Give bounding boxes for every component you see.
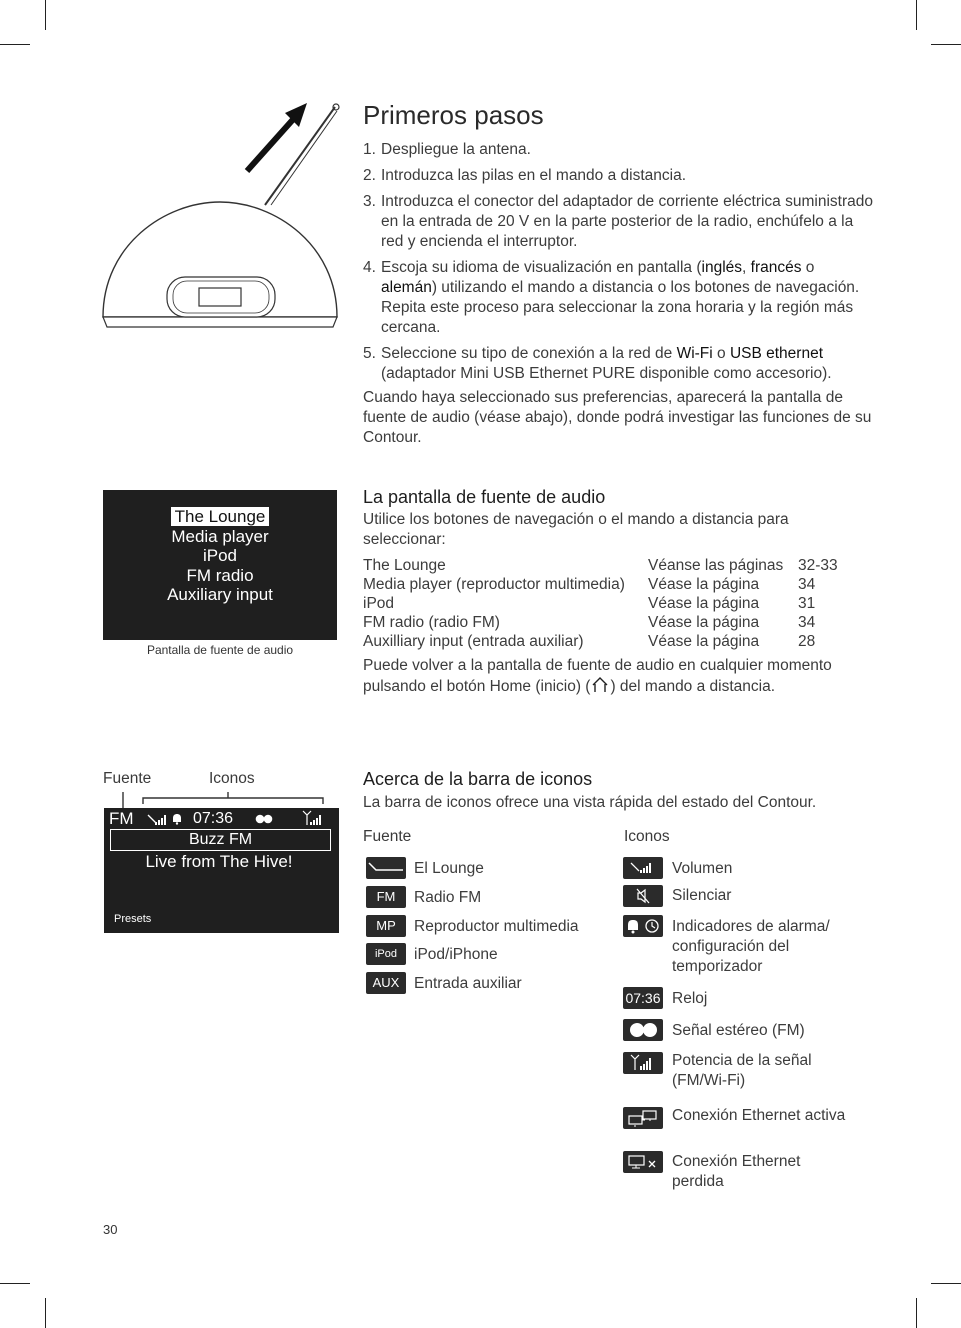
source-screen	[103, 490, 337, 640]
source-label: Radio FM	[414, 889, 482, 906]
alarm-icon	[171, 812, 183, 825]
row-ref: Véase la página	[648, 576, 760, 593]
row-name: The Lounge	[363, 557, 446, 574]
step-item	[363, 344, 873, 384]
fm-badge: FM	[366, 886, 406, 908]
menu-item-ipod: iPod	[202, 546, 238, 565]
crop-mark	[45, 0, 46, 30]
station-text: Live from The Hive!	[145, 852, 293, 871]
col-iconos-heading: Iconos	[624, 828, 670, 845]
crop-mark	[931, 44, 961, 45]
step-text: Introduzca el conector del adaptador de corriente eléctrica suministrado en la entrada de 20 V en la parte posterior de la radio, enchúfelo a la red y encienda el interruptor.	[381, 193, 873, 250]
source-label: iPod/iPhone	[414, 946, 498, 963]
conn-wifi: Wi-Fi	[676, 345, 713, 362]
icon-label: Indicadores de alarma/ configuración del temporizador	[672, 918, 830, 975]
step-item	[363, 140, 873, 160]
ethernet-active-icon	[623, 1107, 663, 1129]
step-number: 3.	[363, 193, 376, 210]
source-table	[363, 556, 883, 651]
icon-label: Conexión Ethernet perdida	[672, 1153, 801, 1190]
volume-icon	[147, 812, 169, 826]
row-ref: Véase la página	[648, 595, 760, 612]
iconbar-heading: Acerca de la barra de iconos	[363, 769, 593, 789]
label-iconos: Iconos	[209, 770, 255, 787]
alarm-timer-icon	[623, 915, 663, 937]
menu-item-fm-radio: FM radio	[186, 565, 254, 585]
table-row	[363, 613, 883, 632]
status-source: FM	[109, 809, 134, 828]
table-row	[363, 594, 883, 613]
crop-mark	[45, 1298, 46, 1328]
home-icon	[590, 676, 610, 694]
table-row	[363, 556, 883, 575]
row-name: Media player (reproductor multimedia)	[363, 576, 625, 593]
step-item	[363, 258, 873, 338]
icon-label: Conexión Ethernet activa	[672, 1107, 846, 1124]
iconbar-intro: La barra de iconos ofrece una vista rápida del estado del Contour.	[363, 794, 817, 811]
row-ref: Véase la página	[648, 633, 760, 650]
icon-label: Reloj	[672, 990, 708, 1007]
row-ref: Véanse las páginas	[648, 557, 784, 574]
crop-mark	[916, 1298, 917, 1328]
station-box	[110, 829, 331, 851]
menu-item-media-player: Media player	[171, 526, 269, 546]
mute-icon	[623, 885, 663, 907]
step-text: o	[712, 345, 730, 362]
label-fuente: Fuente	[103, 770, 152, 787]
mp-badge: MP	[366, 915, 406, 937]
ethernet-lost-icon	[623, 1151, 663, 1173]
step-text: Despliegue la antena.	[381, 141, 531, 158]
step-number: 5.	[363, 345, 376, 362]
source-intro: Utilice los botones de navegación o el mando a distancia para seleccionar:	[363, 511, 789, 548]
row-name: iPod	[363, 595, 395, 612]
fm-screen	[104, 808, 339, 933]
table-row	[363, 575, 883, 594]
presets-label: Presets	[114, 913, 152, 925]
stereo-icon	[255, 814, 273, 824]
lang-aleman: alemán	[381, 279, 432, 296]
row-name: FM radio (radio FM)	[363, 614, 500, 631]
step-number: 4.	[363, 259, 376, 276]
step-text: (adaptador Mini USB Ethernet PURE disponible como accesorio).	[381, 365, 832, 382]
signal-strength-icon	[623, 1052, 663, 1074]
aux-badge: AUX	[366, 972, 406, 994]
row-page: 31	[798, 595, 816, 612]
conn-usb: USB ethernet	[729, 345, 824, 362]
intro-closing: Cuando haya seleccionado sus preferencias, aparecerá la pantalla de fuente de audio (véase abajo), donde podrá investigar las funciones de su Contour.	[363, 389, 872, 446]
radio-illustration	[95, 95, 345, 345]
source-heading: La pantalla de fuente de audio	[363, 487, 606, 507]
row-page: 34	[798, 576, 816, 593]
crop-mark	[0, 44, 30, 45]
ipod-badge: iPod	[366, 943, 406, 965]
icon-label: Señal estéreo (FM)	[672, 1022, 805, 1039]
menu-item-lounge: The Lounge	[171, 507, 270, 526]
table-row	[363, 632, 883, 651]
clock-icon: 07:36	[623, 987, 663, 1009]
step-number: 2.	[363, 167, 376, 184]
step-text: ,	[742, 259, 751, 276]
step-item	[363, 166, 873, 186]
footer-text: ) del mando a distancia.	[610, 678, 776, 695]
station-name: Buzz FM	[188, 831, 253, 848]
source-label: Reproductor multimedia	[414, 918, 579, 935]
step-text: Introduzca las pilas en el mando a distancia.	[381, 167, 687, 184]
footer-text: Puede volver a la pantalla de fuente de audio en cualquier momento pulsando el botón Home (inicio) (	[363, 657, 832, 695]
step-text: ) utilizando el mando a distancia o los botones de navegación. Repita este proceso para seleccionar la zona horaria y la región más cercana.	[381, 279, 860, 336]
menu-item-aux: Auxiliary input	[167, 585, 273, 604]
source-label: Entrada auxiliar	[414, 975, 522, 992]
col-fuente-heading: Fuente	[363, 828, 412, 845]
crop-mark	[0, 1283, 30, 1284]
page-title: Primeros pasos	[363, 100, 544, 130]
volume-icon	[623, 857, 663, 879]
page-number: 30	[103, 1222, 118, 1237]
row-ref: Véase la página	[648, 614, 760, 631]
row-page: 34	[798, 614, 816, 631]
crop-mark	[916, 0, 917, 30]
row-page: 28	[798, 633, 816, 650]
step-text: Escoja su idioma de visualización en pantalla (	[381, 259, 702, 276]
stereo-icon	[623, 1019, 663, 1041]
icon-label: Silenciar	[672, 887, 732, 904]
row-page: 32-33	[798, 557, 838, 574]
source-footer	[363, 656, 863, 697]
status-clock: 07:36	[193, 810, 234, 827]
lang-ingles: inglés	[701, 259, 743, 276]
step-text: o	[801, 259, 815, 276]
step-text: Seleccione su tipo de conexión a la red de	[381, 345, 677, 362]
step-item	[363, 192, 873, 252]
row-name: Auxilliary input (entrada auxiliar)	[363, 633, 584, 650]
source-label: El Lounge	[414, 860, 484, 877]
crop-mark	[931, 1283, 961, 1284]
icon-label: Volumen	[672, 860, 733, 877]
step-number: 1.	[363, 141, 376, 158]
lang-frances: francés	[750, 259, 802, 276]
signal-strength-icon	[301, 810, 323, 826]
source-screen-caption: Pantalla de fuente de audio	[146, 643, 294, 657]
icon-label: Potencia de la señal (FM/Wi-Fi)	[672, 1052, 812, 1089]
lounge-icon	[366, 857, 406, 879]
steps-list	[363, 140, 873, 390]
